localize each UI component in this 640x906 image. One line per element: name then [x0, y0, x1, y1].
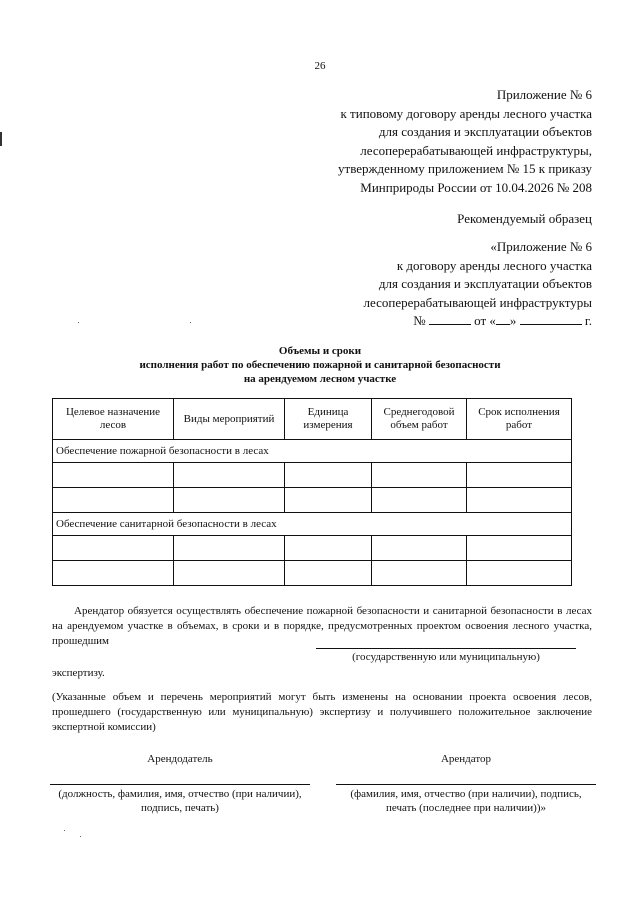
appendix-line: лесоперерабатывающей инфраструктуры, [360, 142, 592, 158]
month-blank [520, 312, 582, 325]
table-cell [372, 463, 467, 488]
sample-label: Рекомендуемый образец [457, 211, 592, 226]
header-volume: Среднегодовой объем работ [372, 399, 467, 440]
appendix-header [338, 86, 592, 197]
table-cell [285, 536, 372, 561]
table-header-row [53, 399, 572, 440]
header-unit: Единица измерения [285, 399, 372, 440]
lessee-title: Арендатор [440, 753, 492, 765]
table-row [53, 440, 572, 463]
scan-speck [80, 836, 81, 837]
quote-line: «Приложение № 6 [490, 239, 592, 254]
works-table [52, 398, 572, 586]
number-sign: № [413, 313, 426, 328]
table-cell [467, 488, 572, 513]
table-cell [53, 536, 174, 561]
table-cell [285, 561, 372, 586]
table-row [53, 513, 572, 536]
appendix-line: Минприроды России от 10.04.2026 № 208 [360, 179, 592, 195]
appendix-line: Приложение № 6 [496, 87, 592, 102]
scan-speck [78, 322, 79, 323]
table-row [53, 463, 572, 488]
table-row [53, 488, 572, 513]
table-cell [467, 561, 572, 586]
title-line: на арендуемом лесном участке [243, 373, 397, 385]
year-suffix: г. [584, 313, 592, 328]
table-row [53, 536, 572, 561]
lessee-signature-line [336, 784, 596, 785]
appendix-line: для создания и эксплуатации объектов [378, 124, 592, 139]
table-cell [372, 536, 467, 561]
lessee-caption: (фамилия, имя, отчество (при наличии), подпись, печать (последнее при наличии))» [350, 788, 582, 814]
lessor-caption: (должность, фамилия, имя, отчество (при наличии), подпись, печать) [58, 788, 302, 814]
table-row [53, 561, 572, 586]
title-line: исполнения работ по обеспечению пожарной и санитарной безопасности [139, 359, 501, 371]
lessee-signature-block [336, 752, 596, 815]
table-cell [174, 463, 285, 488]
number-date-line [364, 312, 592, 331]
quote-line: лесоперерабатывающей инфраструктуры [363, 294, 592, 310]
number-blank [429, 312, 471, 325]
table-cell [372, 561, 467, 586]
expertise-word: экспертизу. [52, 667, 105, 679]
lessor-title: Арендодатель [147, 753, 213, 765]
table-cell [285, 488, 372, 513]
from-word: от « [474, 313, 496, 328]
appendix-line: утвержденному приложением № 15 к приказу [338, 161, 592, 176]
quote-line: для создания и эксплуатации объектов [378, 276, 592, 291]
expertise-blank-line [316, 648, 576, 649]
header-deadline: Срок исполнения работ [467, 399, 572, 440]
scan-speck [190, 322, 191, 323]
lessor-signature-line [50, 784, 310, 785]
scan-edge-mark [0, 132, 2, 146]
appendix-line: к типовому договору аренды лесного участка [340, 105, 592, 121]
table-cell [53, 561, 174, 586]
section-fire-safety: Обеспечение пожарной безопасности в лесах [53, 440, 572, 463]
obligation-paragraph: Арендатор обязуется осуществлять обеспечение пожарной безопасности и санитарной безопасности в лесах на арендуемом участке в объемах, в сроки и в порядке, предусмотренных проектом освоения лесного участка, прошедшим [52, 605, 592, 647]
scan-speck [64, 830, 65, 831]
lessor-signature-block [50, 752, 310, 815]
table-cell [174, 536, 285, 561]
page-number: 26 [314, 60, 326, 72]
header-purpose: Целевое назначение лесов [53, 399, 174, 440]
table-cell [467, 463, 572, 488]
table-cell [53, 463, 174, 488]
table-cell [372, 488, 467, 513]
day-blank [496, 312, 510, 325]
table-cell [285, 463, 372, 488]
header-activities: Виды мероприятий [174, 399, 285, 440]
table-cell [174, 561, 285, 586]
amendment-note: (Указанные объем и перечень мероприятий могут быть изменены на основании проекта освоения лесов, прошедшего (государственную или муниципальную) экспертизу и получившего положительное заключение экспертной комиссии) [52, 691, 592, 733]
title-line: Объемы и сроки [278, 345, 362, 357]
table-cell [174, 488, 285, 513]
section-sanitary-safety: Обеспечение санитарной безопасности в лесах [53, 513, 572, 536]
table-cell [467, 536, 572, 561]
expertise-caption: (государственную или муниципальную) [352, 651, 540, 663]
document-title [0, 344, 640, 386]
quote-appendix-block [364, 238, 592, 331]
quote-line: к договору аренды лесного участка [396, 257, 592, 273]
table-cell [53, 488, 174, 513]
quote-close: » [509, 313, 517, 328]
